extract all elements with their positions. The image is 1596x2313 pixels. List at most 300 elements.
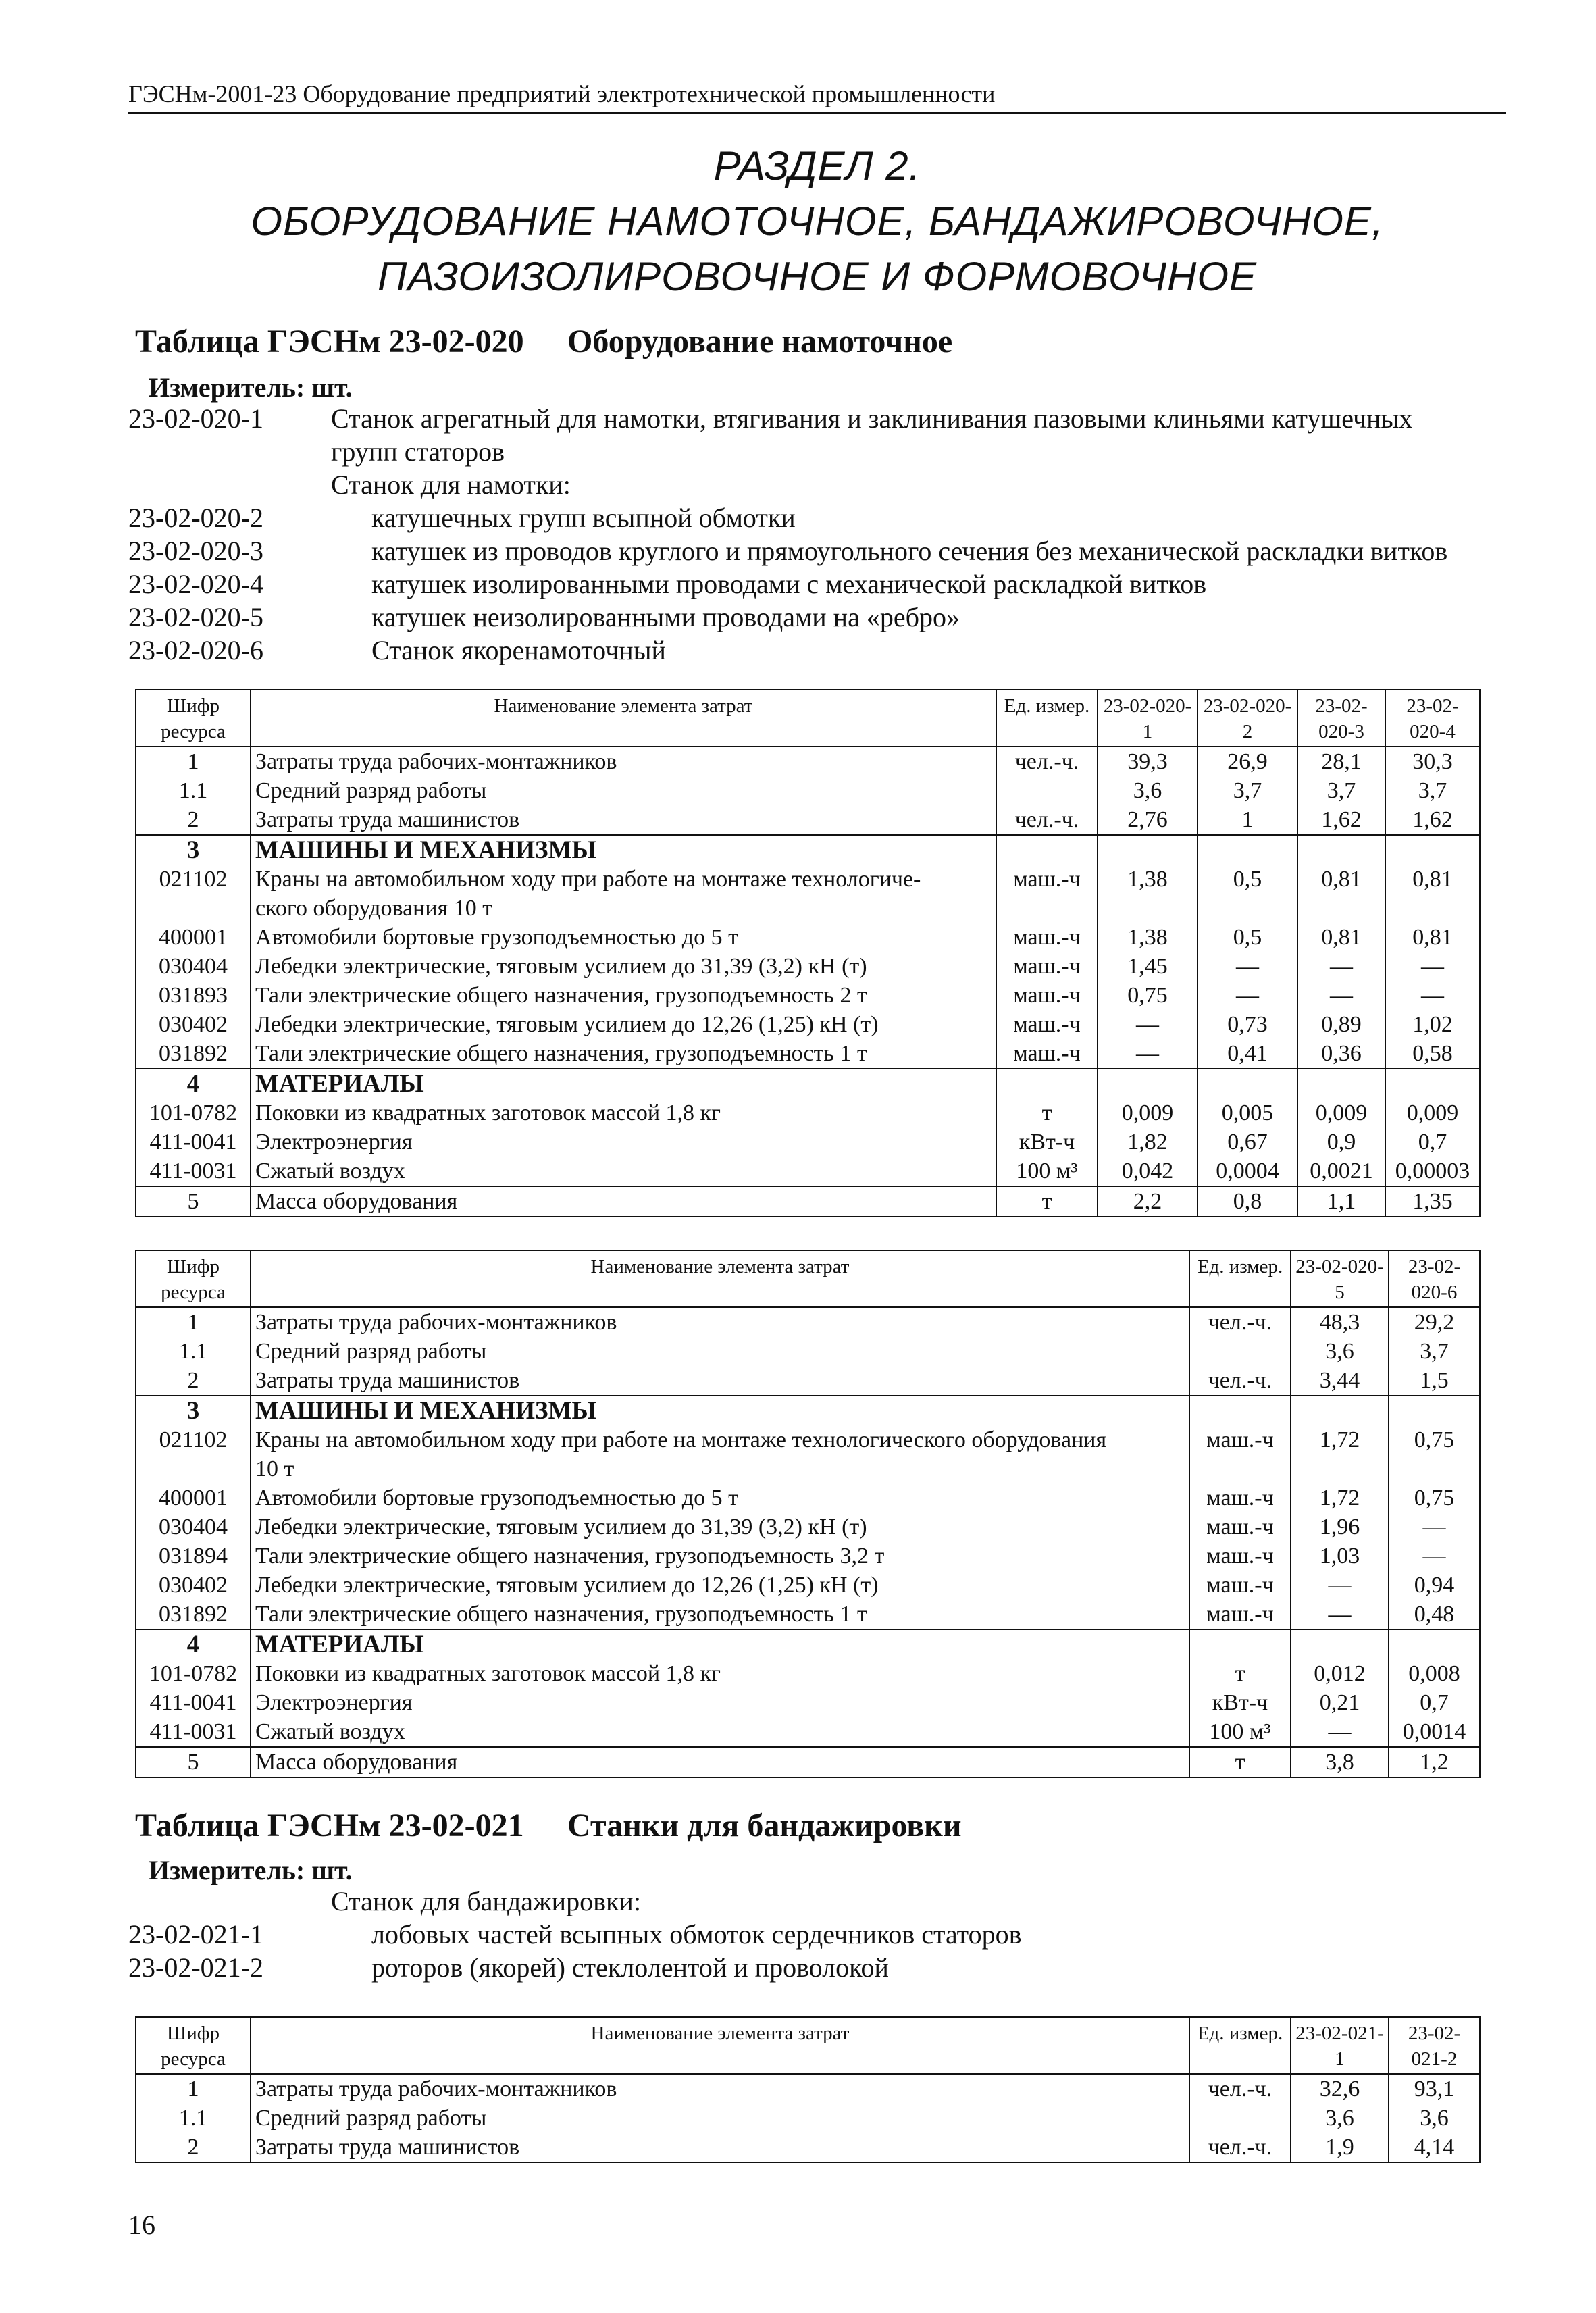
row-resource-code: 411-0031 [136, 1717, 251, 1747]
row-value: 3,6 [1098, 776, 1198, 805]
row-unit: т [1189, 1659, 1291, 1688]
row-unit [1189, 1337, 1291, 1366]
row-unit [1189, 1629, 1291, 1659]
row-value [1291, 1454, 1389, 1483]
row-unit: кВт-ч [1189, 1688, 1291, 1717]
table-row [136, 1039, 1480, 1069]
row-cost-element: ского оборудования 10 т [251, 894, 996, 923]
table-row [136, 835, 1480, 865]
table-row [136, 1098, 1480, 1127]
row-resource-code: 400001 [136, 1483, 251, 1513]
table-row [136, 1396, 1480, 1425]
row-value: 29,2 [1389, 1307, 1480, 1337]
row-unit [1189, 2104, 1291, 2133]
row-value: 3,44 [1291, 1366, 1389, 1396]
row-value: — [1291, 1571, 1389, 1600]
row-value: 0,73 [1198, 1010, 1297, 1039]
row-value: 3,6 [1389, 2104, 1480, 2133]
row-value: 3,7 [1389, 1337, 1480, 1366]
row-cost-element: Средний разряд работы [251, 776, 996, 805]
row-cost-element: 10 т [251, 1454, 1189, 1483]
row-value: 0,00003 [1385, 1156, 1480, 1186]
row-cost-element: Тали электрические общего назначения, грузоподъемность 3,2 т [251, 1542, 1189, 1571]
row-value: 1,1 [1297, 1186, 1385, 1217]
row-value: 0,81 [1385, 865, 1480, 894]
row-resource-code: 031892 [136, 1039, 251, 1069]
row-resource-code: 030404 [136, 1513, 251, 1542]
section-title-line-3: ПАЗОИЗОЛИРОВОЧНОЕ И ФОРМОВОЧНОЕ [377, 254, 1258, 299]
row-unit: 100 м³ [996, 1156, 1098, 1186]
row-value [1291, 1629, 1389, 1659]
code-line [128, 601, 1506, 634]
row-cost-element: Тали электрические общего назначения, грузоподъемность 2 т [251, 981, 996, 1010]
table-row [136, 2133, 1480, 2162]
row-resource-code: 4 [136, 1069, 251, 1098]
code-description: роторов (якорей) стеклолентой и проволокой [371, 1952, 889, 1983]
row-resource-code: 1.1 [136, 776, 251, 805]
resource-table-23-02-020-1-4 [135, 689, 1481, 1217]
row-value: 0,94 [1389, 1571, 1480, 1600]
code-description: катушек изолированными проводами с механической раскладкой витков [371, 569, 1207, 599]
code-description: Станок для намотки: [331, 469, 571, 500]
row-resource-code: 1 [136, 746, 251, 776]
row-value: 0,41 [1198, 1039, 1297, 1069]
row-resource-code: 411-0031 [136, 1156, 251, 1186]
table-name: Оборудование намоточное [567, 324, 953, 359]
header-unit: Ед. измер. [1189, 2017, 1291, 2074]
row-value: 0,75 [1098, 981, 1198, 1010]
resource-code: 23-02-020-6 [128, 635, 263, 665]
row-unit: чел.-ч. [1189, 1307, 1291, 1337]
resource-table-23-02-021 [135, 2016, 1481, 2163]
row-cost-element: Затраты труда машинистов [251, 805, 996, 835]
row-unit [996, 1069, 1098, 1098]
row-cost-element: Масса оборудования [251, 1186, 996, 1217]
row-value [1098, 894, 1198, 923]
row-resource-code: 1 [136, 1307, 251, 1337]
row-value: 26,9 [1198, 746, 1297, 776]
table-number: Таблица ГЭСНм 23-02-020 [135, 324, 524, 359]
row-value [1385, 835, 1480, 865]
header-norm-code: 23-02-020-1 [1098, 690, 1198, 746]
running-header: ГЭСНм-2001-23 Оборудование предприятий электротехнической промышленности [128, 80, 1506, 114]
code-line [128, 435, 1506, 468]
table-row [136, 865, 1480, 894]
row-value: 0,5 [1198, 865, 1297, 894]
code-line [128, 634, 1506, 667]
resource-code: 23-02-020-3 [128, 536, 263, 566]
row-resource-code: 2 [136, 805, 251, 835]
header-norm-code: 23-02-020-4 [1385, 690, 1480, 746]
row-resource-code: 1.1 [136, 1337, 251, 1366]
table-heading-23-02-021 [135, 1807, 962, 1844]
row-unit: т [996, 1098, 1098, 1127]
row-value [1389, 1629, 1480, 1659]
row-value: — [1198, 981, 1297, 1010]
row-value: 0,81 [1297, 865, 1385, 894]
row-unit: кВт-ч [996, 1127, 1098, 1156]
row-value: 0,89 [1297, 1010, 1385, 1039]
row-resource-code: 021102 [136, 1425, 251, 1454]
row-value: 0,0021 [1297, 1156, 1385, 1186]
row-resource-code [136, 894, 251, 923]
row-value: 2,2 [1098, 1186, 1198, 1217]
row-cost-element: Масса оборудования [251, 1747, 1189, 1777]
row-unit: т [1189, 1747, 1291, 1777]
row-unit: маш.-ч [1189, 1600, 1291, 1629]
row-value: 0,0014 [1389, 1717, 1480, 1747]
resource-code: 23-02-021-1 [128, 1919, 263, 1950]
row-value: 0,012 [1291, 1659, 1389, 1688]
row-value: 3,7 [1198, 776, 1297, 805]
meter-label: Измеритель: шт. [149, 1855, 353, 1885]
table-row [136, 2104, 1480, 2133]
row-value [1389, 1454, 1480, 1483]
table-row [136, 1513, 1480, 1542]
row-value [1297, 835, 1385, 865]
row-value: 0,48 [1389, 1600, 1480, 1629]
row-value: 0,042 [1098, 1156, 1198, 1186]
row-resource-code: 5 [136, 1747, 251, 1777]
code-description: катушек неизолированными проводами на «ребро» [371, 602, 960, 632]
table-row [136, 805, 1480, 835]
row-unit: 100 м³ [1189, 1717, 1291, 1747]
code-description: Станок якоренамоточный [371, 635, 666, 665]
header-resource-code: Шифр ресурса [136, 2017, 251, 2074]
row-value: 0,81 [1385, 923, 1480, 952]
row-cost-element: Затраты труда машинистов [251, 2133, 1189, 2162]
row-resource-code: 030404 [136, 952, 251, 981]
row-value: 0,7 [1389, 1688, 1480, 1717]
row-value: 0,21 [1291, 1688, 1389, 1717]
table-row [136, 1454, 1480, 1483]
table-name: Станки для бандажировки [567, 1808, 962, 1844]
row-resource-code: 101-0782 [136, 1659, 251, 1688]
row-value: 1,38 [1098, 865, 1198, 894]
row-cost-element: Электроэнергия [251, 1688, 1189, 1717]
table-row [136, 1127, 1480, 1156]
row-value: — [1385, 952, 1480, 981]
row-value: — [1291, 1717, 1389, 1747]
row-value: — [1098, 1010, 1198, 1039]
row-cost-element: Средний разряд работы [251, 2104, 1189, 2133]
row-value: — [1385, 981, 1480, 1010]
row-unit [996, 894, 1098, 923]
row-resource-code: 3 [136, 835, 251, 865]
table-row [136, 1156, 1480, 1186]
section-title-line-1: РАЗДЕЛ 2. [713, 143, 921, 188]
row-unit: т [996, 1186, 1098, 1217]
row-value: — [1297, 981, 1385, 1010]
row-value [1098, 1069, 1198, 1098]
table-row [136, 746, 1480, 776]
row-cost-element: Сжатый воздух [251, 1156, 996, 1186]
table-row [136, 1069, 1480, 1098]
row-value [1385, 1069, 1480, 1098]
row-value: 0,58 [1385, 1039, 1480, 1069]
row-cost-element: МАТЕРИАЛЫ [251, 1069, 996, 1098]
row-value: 1,5 [1389, 1366, 1480, 1396]
row-value: 1,2 [1389, 1747, 1480, 1777]
row-value: 0,36 [1297, 1039, 1385, 1069]
resource-code: 23-02-020-2 [128, 503, 263, 533]
table-row [136, 981, 1480, 1010]
table-row [136, 1483, 1480, 1513]
header-cost-element: Наименование элемента затрат [251, 690, 996, 746]
row-unit [1189, 1454, 1291, 1483]
header-norm-code: 23-02-021-1 [1291, 2017, 1389, 2074]
table-row [136, 1307, 1480, 1337]
table-row [136, 1717, 1480, 1747]
table-row [136, 1659, 1480, 1688]
page-number: 16 [128, 2210, 155, 2240]
code-line [128, 1918, 1506, 1951]
row-value [1198, 894, 1297, 923]
row-unit: маш.-ч [1189, 1542, 1291, 1571]
header-cost-element: Наименование элемента затрат [251, 1250, 1189, 1307]
row-value: 1,82 [1098, 1127, 1198, 1156]
row-value: 1,96 [1291, 1513, 1389, 1542]
row-value: 1,62 [1385, 805, 1480, 835]
row-value: 3,7 [1385, 776, 1480, 805]
table-row [136, 1186, 1480, 1217]
row-value: 0,0004 [1198, 1156, 1297, 1186]
table-row [136, 952, 1480, 981]
code-description: лобовых частей всыпных обмоток сердечников статоров [371, 1919, 1022, 1950]
table-row [136, 776, 1480, 805]
row-cost-element: Электроэнергия [251, 1127, 996, 1156]
resource-code: 23-02-020-1 [128, 403, 263, 434]
row-cost-element: Затраты труда рабочих-монтажников [251, 746, 996, 776]
row-value [1198, 835, 1297, 865]
row-value [1297, 894, 1385, 923]
row-resource-code: 2 [136, 1366, 251, 1396]
row-value: 0,009 [1385, 1098, 1480, 1127]
row-value: — [1198, 952, 1297, 981]
row-resource-code: 411-0041 [136, 1127, 251, 1156]
row-value [1297, 1069, 1385, 1098]
row-unit: маш.-ч [996, 1039, 1098, 1069]
header-norm-code: 23-02-020-2 [1198, 690, 1297, 746]
row-resource-code: 031892 [136, 1600, 251, 1629]
row-cost-element: Тали электрические общего назначения, грузоподъемность 1 т [251, 1039, 996, 1069]
row-resource-code: 031894 [136, 1542, 251, 1571]
row-resource-code: 1.1 [136, 2104, 251, 2133]
row-cost-element: Автомобили бортовые грузоподъемностью до 5 т [251, 1483, 1189, 1513]
row-cost-element: Лебедки электрические, тяговым усилием до 31,39 (3,2) кН (т) [251, 952, 996, 981]
row-resource-code: 5 [136, 1186, 251, 1217]
table-row [136, 1366, 1480, 1396]
header-norm-code: 23-02-020-6 [1389, 1250, 1480, 1307]
resource-code: 23-02-021-2 [128, 1952, 263, 1983]
row-unit [996, 835, 1098, 865]
code-description: Станок агрегатный для намотки, втягивания и заклинивания пазовыми клиньями катушечных [331, 403, 1413, 434]
row-cost-element: МАШИНЫ И МЕХАНИЗМЫ [251, 835, 996, 865]
row-value: 0,5 [1198, 923, 1297, 952]
row-unit: маш.-ч [1189, 1425, 1291, 1454]
code-line [128, 534, 1506, 567]
row-value: 1,03 [1291, 1542, 1389, 1571]
row-cost-element: Автомобили бортовые грузоподъемностью до 5 т [251, 923, 996, 952]
row-resource-code [136, 1454, 251, 1483]
row-cost-element: Средний разряд работы [251, 1337, 1189, 1366]
row-unit: чел.-ч. [996, 805, 1098, 835]
resource-code: 23-02-020-5 [128, 602, 263, 632]
row-value: — [1297, 952, 1385, 981]
row-resource-code: 030402 [136, 1571, 251, 1600]
row-resource-code: 411-0041 [136, 1688, 251, 1717]
row-cost-element: Лебедки электрические, тяговым усилием до 12,26 (1,25) кН (т) [251, 1571, 1189, 1600]
row-resource-code: 3 [136, 1396, 251, 1425]
table-row [136, 1629, 1480, 1659]
code-line [128, 501, 1506, 534]
row-cost-element: Лебедки электрические, тяговым усилием до 12,26 (1,25) кН (т) [251, 1010, 996, 1039]
row-value: 1,72 [1291, 1483, 1389, 1513]
row-unit: чел.-ч. [1189, 2074, 1291, 2104]
row-unit: маш.-ч [996, 952, 1098, 981]
row-resource-code: 2 [136, 2133, 251, 2162]
section-title [128, 138, 1506, 305]
row-unit [996, 776, 1098, 805]
row-unit: маш.-ч [996, 981, 1098, 1010]
row-cost-element: Затраты труда рабочих-монтажников [251, 2074, 1189, 2104]
row-value: 30,3 [1385, 746, 1480, 776]
row-cost-element: МАТЕРИАЛЫ [251, 1629, 1189, 1659]
row-cost-element: Лебедки электрические, тяговым усилием до 31,39 (3,2) кН (т) [251, 1513, 1189, 1542]
row-value: 2,76 [1098, 805, 1198, 835]
row-unit: чел.-ч. [1189, 1366, 1291, 1396]
row-value: 1,72 [1291, 1425, 1389, 1454]
row-unit: маш.-ч [1189, 1513, 1291, 1542]
row-resource-code: 021102 [136, 865, 251, 894]
row-unit: чел.-ч. [996, 746, 1098, 776]
row-resource-code: 031893 [136, 981, 251, 1010]
row-cost-element: Поковки из квадратных заготовок массой 1,8 кг [251, 1659, 1189, 1688]
row-value: 0,008 [1389, 1659, 1480, 1688]
code-list-23-02-021 [128, 1885, 1506, 1984]
row-resource-code: 400001 [136, 923, 251, 952]
row-unit: чел.-ч. [1189, 2133, 1291, 2162]
table-row [136, 1600, 1480, 1629]
code-description: групп статоров [331, 436, 505, 467]
row-value: 3,7 [1297, 776, 1385, 805]
header-resource-code: Шифр ресурса [136, 690, 251, 746]
row-value: 0,81 [1297, 923, 1385, 952]
row-value: 4,14 [1389, 2133, 1480, 2162]
row-value: 3,6 [1291, 1337, 1389, 1366]
row-value: 3,6 [1291, 2104, 1389, 2133]
row-cost-element: Сжатый воздух [251, 1717, 1189, 1747]
resource-code: 23-02-020-4 [128, 569, 263, 599]
meter-label: Измеритель: шт. [149, 372, 353, 403]
row-value [1291, 1396, 1389, 1425]
header-norm-code: 23-02-020-5 [1291, 1250, 1389, 1307]
header-norm-code: 23-02-021-2 [1389, 2017, 1480, 2074]
row-value: 1,9 [1291, 2133, 1389, 2162]
row-unit: маш.-ч [1189, 1571, 1291, 1600]
row-value: 1,35 [1385, 1186, 1480, 1217]
row-value: 48,3 [1291, 1307, 1389, 1337]
row-resource-code: 4 [136, 1629, 251, 1659]
row-value: 0,75 [1389, 1425, 1480, 1454]
table-number: Таблица ГЭСНм 23-02-021 [135, 1808, 524, 1844]
table-row [136, 1337, 1480, 1366]
row-value: — [1291, 1600, 1389, 1629]
row-cost-element: Краны на автомобильном ходу при работе на монтаже технологиче- [251, 865, 996, 894]
row-value: 3,8 [1291, 1747, 1389, 1777]
row-resource-code: 030402 [136, 1010, 251, 1039]
row-value: 0,009 [1098, 1098, 1198, 1127]
table-row [136, 894, 1480, 923]
row-value: 0,7 [1385, 1127, 1480, 1156]
row-value: 0,005 [1198, 1098, 1297, 1127]
header-resource-code: Шифр ресурса [136, 1250, 251, 1307]
row-value: 1,38 [1098, 923, 1198, 952]
row-value: 0,009 [1297, 1098, 1385, 1127]
row-value: 1 [1198, 805, 1297, 835]
table-row [136, 1688, 1480, 1717]
row-resource-code: 101-0782 [136, 1098, 251, 1127]
row-value [1098, 835, 1198, 865]
code-line [128, 468, 1506, 501]
row-cost-element: Затраты труда рабочих-монтажников [251, 1307, 1189, 1337]
row-value: 1,02 [1385, 1010, 1480, 1039]
row-value: 1,62 [1297, 805, 1385, 835]
table-heading-23-02-020 [135, 323, 953, 360]
row-unit: маш.-ч [1189, 1483, 1291, 1513]
code-list-23-02-020 [128, 402, 1506, 667]
row-value: — [1098, 1039, 1198, 1069]
row-value: — [1389, 1542, 1480, 1571]
row-value: 32,6 [1291, 2074, 1389, 2104]
table-row [136, 1425, 1480, 1454]
code-line [128, 402, 1506, 435]
row-resource-code: 1 [136, 2074, 251, 2104]
table-row [136, 1542, 1480, 1571]
row-cost-element: Поковки из квадратных заготовок массой 1,8 кг [251, 1098, 996, 1127]
row-value: — [1389, 1513, 1480, 1542]
row-value: 0,9 [1297, 1127, 1385, 1156]
row-cost-element: Тали электрические общего назначения, грузоподъемность 1 т [251, 1600, 1189, 1629]
row-value: 0,67 [1198, 1127, 1297, 1156]
header-norm-code: 23-02-020-3 [1297, 690, 1385, 746]
code-line [128, 567, 1506, 601]
section-title-line-2: ОБОРУДОВАНИЕ НАМОТОЧНОЕ, БАНДАЖИРОВОЧНОЕ, [251, 199, 1384, 244]
table-row [136, 923, 1480, 952]
row-cost-element: МАШИНЫ И МЕХАНИЗМЫ [251, 1396, 1189, 1425]
code-description: катушек из проводов круглого и прямоугольного сечения без механической раскладки витков [371, 536, 1448, 566]
row-value [1385, 894, 1480, 923]
resource-table-23-02-020-5-6 [135, 1250, 1481, 1778]
row-unit: маш.-ч [996, 865, 1098, 894]
header-unit: Ед. измер. [1189, 1250, 1291, 1307]
code-description: катушечных групп всыпной обмотки [371, 503, 796, 533]
table-row [136, 1571, 1480, 1600]
code-description: Станок для бандажировки: [331, 1886, 641, 1916]
row-value: 0,8 [1198, 1186, 1297, 1217]
row-value: 93,1 [1389, 2074, 1480, 2104]
row-value [1389, 1396, 1480, 1425]
row-cost-element: Затраты труда машинистов [251, 1366, 1189, 1396]
row-unit: маш.-ч [996, 923, 1098, 952]
row-unit [1189, 1396, 1291, 1425]
row-value: 39,3 [1098, 746, 1198, 776]
header-cost-element: Наименование элемента затрат [251, 2017, 1189, 2074]
table-row [136, 2074, 1480, 2104]
table-row [136, 1010, 1480, 1039]
row-cost-element: Краны на автомобильном ходу при работе на монтаже технологического оборудования [251, 1425, 1189, 1454]
code-line [128, 1951, 1506, 1984]
